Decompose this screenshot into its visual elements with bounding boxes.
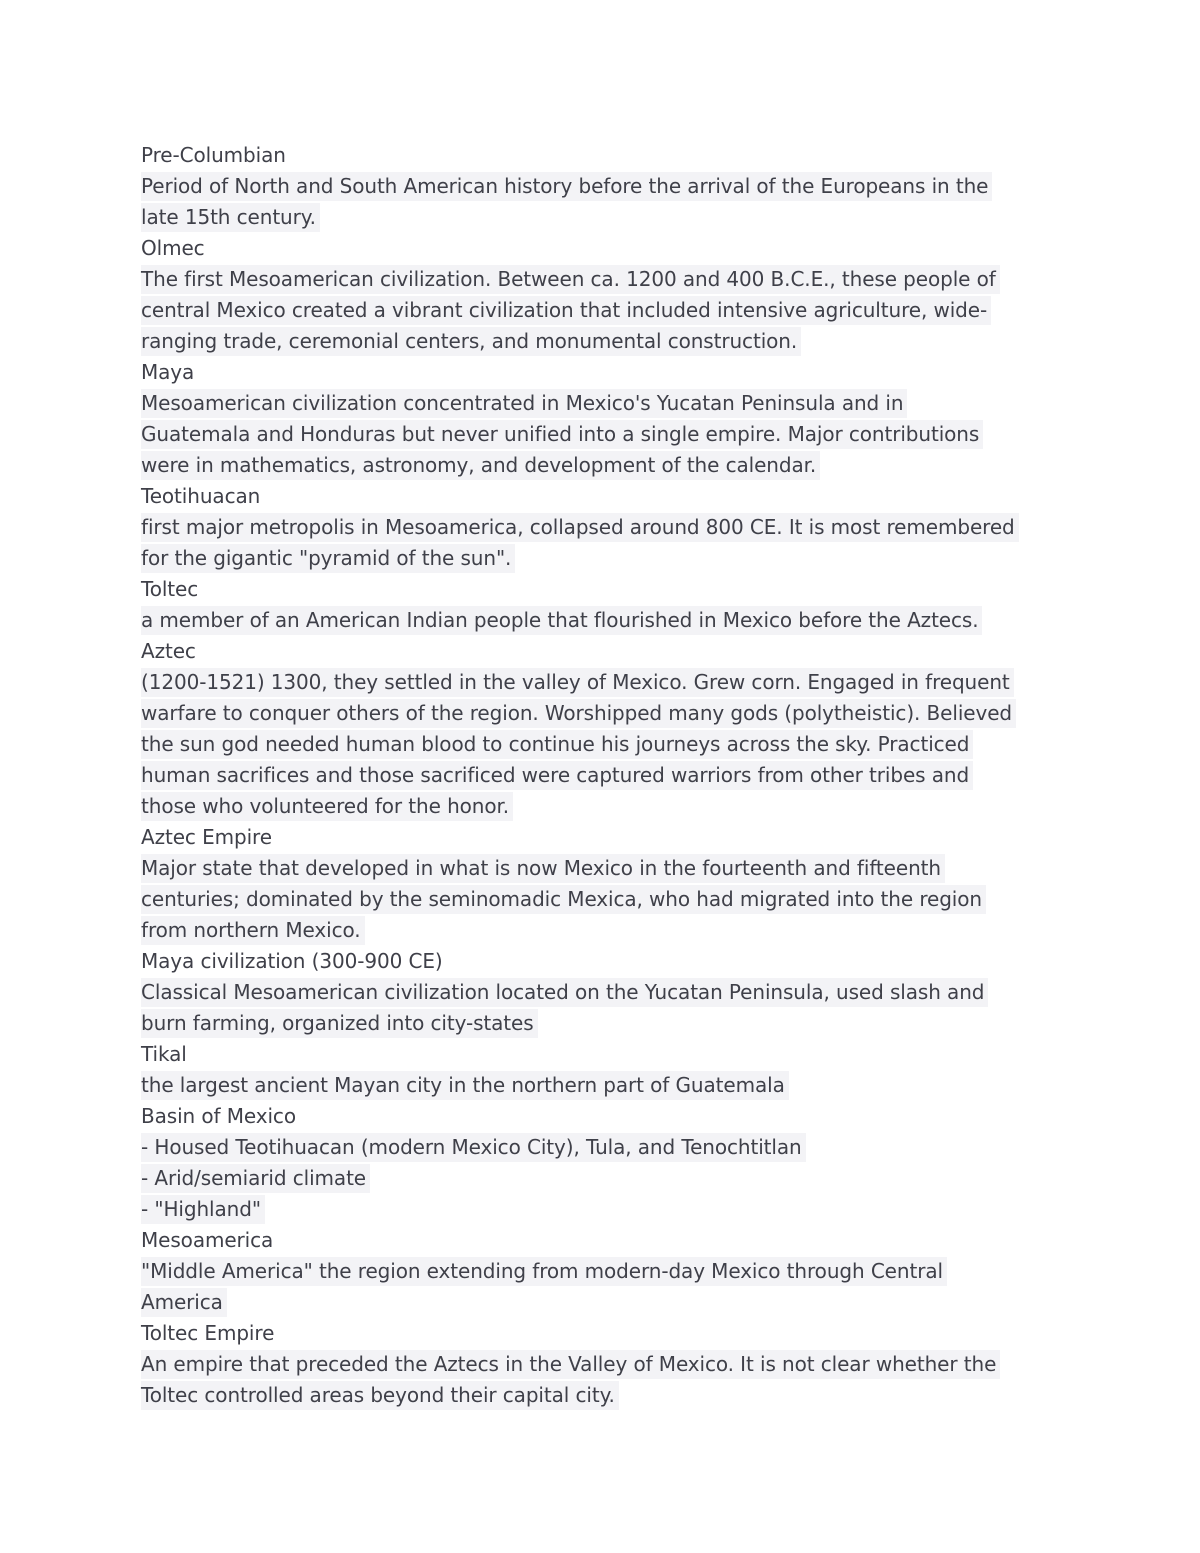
definition-line: ranging trade, ceremonial centers, and monumental construction. <box>141 327 801 356</box>
definition-line-wrap <box>141 698 1071 729</box>
definition-line-wrap <box>141 1287 1071 1318</box>
definition-line-wrap <box>141 1380 1071 1411</box>
definition-line: centuries; dominated by the seminomadic Mexica, who had migrated into the region <box>141 885 986 914</box>
definition-line-wrap <box>141 1008 1071 1039</box>
term-heading: Olmec <box>141 236 205 260</box>
definition-line: Classical Mesoamerican civilization located on the Yucatan Peninsula, used slash and <box>141 978 988 1007</box>
term-heading: Toltec <box>141 577 199 601</box>
definition-line-wrap <box>141 1256 1071 1287</box>
definition-line: - Arid/semiarid climate <box>141 1164 370 1193</box>
definition-line-wrap <box>141 264 1071 295</box>
definition-line: Mesoamerican civilization concentrated in Mexico's Yucatan Peninsula and in <box>141 389 907 418</box>
term-heading: Tikal <box>141 1042 187 1066</box>
definition-line-wrap <box>141 915 1071 946</box>
glossary-entry <box>141 946 1071 1039</box>
term-heading: Pre-Columbian <box>141 143 286 167</box>
definition-line-wrap <box>141 791 1071 822</box>
term-heading: Toltec Empire <box>141 1321 275 1345</box>
definition-line: a member of an American Indian people that flourished in Mexico before the Aztecs. <box>141 606 982 635</box>
definition-line-wrap <box>141 202 1071 233</box>
definition-line: "Middle America" the region extending from modern-day Mexico through Central <box>141 1257 947 1286</box>
glossary-entry <box>141 1318 1071 1411</box>
definition-line-wrap <box>141 419 1071 450</box>
term-heading: Teotihuacan <box>141 484 261 508</box>
glossary-entry <box>141 1101 1071 1225</box>
definition-line: Major state that developed in what is now Mexico in the fourteenth and fifteenth <box>141 854 945 883</box>
definition-line-wrap <box>141 512 1071 543</box>
term-heading: Basin of Mexico <box>141 1104 296 1128</box>
glossary-entry <box>141 357 1071 481</box>
definition-line: were in mathematics, astronomy, and development of the calendar. <box>141 451 820 480</box>
glossary-entry <box>141 822 1071 946</box>
definition-line: late 15th century. <box>141 203 320 232</box>
definition-line: the sun god needed human blood to continue his journeys across the sky. Practiced <box>141 730 973 759</box>
definition-line-wrap <box>141 1194 1071 1225</box>
term-heading: Maya <box>141 360 195 384</box>
definition-line-wrap <box>141 388 1071 419</box>
definition-line-wrap <box>141 977 1071 1008</box>
glossary-entry <box>141 636 1071 822</box>
definition-line: human sacrifices and those sacrificed were captured warriors from other tribes and <box>141 761 973 790</box>
definition-line-wrap <box>141 884 1071 915</box>
term-heading: Aztec Empire <box>141 825 272 849</box>
term-heading: Maya civilization (300-900 CE) <box>141 949 443 973</box>
definition-line: An empire that preceded the Aztecs in the Valley of Mexico. It is not clear whether the <box>141 1350 1000 1379</box>
definition-line: Toltec controlled areas beyond their capital city. <box>141 1381 619 1410</box>
definition-line: the largest ancient Mayan city in the northern part of Guatemala <box>141 1071 789 1100</box>
definition-line: - Housed Teotihuacan (modern Mexico City), Tula, and Tenochtitlan <box>141 1133 806 1162</box>
definition-line-wrap <box>141 1070 1071 1101</box>
definition-line: first major metropolis in Mesoamerica, collapsed around 800 CE. It is most remembered <box>141 513 1019 542</box>
definition-line: - "Highland" <box>141 1195 265 1224</box>
definition-line-wrap <box>141 853 1071 884</box>
definition-line: (1200-1521) 1300, they settled in the valley of Mexico. Grew corn. Engaged in frequent <box>141 668 1014 697</box>
glossary-entry <box>141 481 1071 574</box>
definition-line: from northern Mexico. <box>141 916 365 945</box>
definition-line-wrap <box>141 1163 1071 1194</box>
definition-line-wrap <box>141 171 1071 202</box>
definition-line: Period of North and South American history before the arrival of the Europeans in the <box>141 172 992 201</box>
definition-line-wrap <box>141 667 1071 698</box>
definition-line: The first Mesoamerican civilization. Between ca. 1200 and 400 B.C.E., these people of <box>141 265 1000 294</box>
definition-line: warfare to conquer others of the region. Worshipped many gods (polytheistic). Believed <box>141 699 1016 728</box>
definition-line: central Mexico created a vibrant civilization that included intensive agriculture, wide- <box>141 296 991 325</box>
definition-line: burn farming, organized into city-states <box>141 1009 538 1038</box>
term-heading: Aztec <box>141 639 196 663</box>
definition-line-wrap <box>141 1132 1071 1163</box>
glossary-entry <box>141 1225 1071 1318</box>
definition-line-wrap <box>141 543 1071 574</box>
definition-line-wrap <box>141 605 1071 636</box>
glossary-entry <box>141 574 1071 636</box>
definition-line-wrap <box>141 450 1071 481</box>
definition-line-wrap <box>141 729 1071 760</box>
definition-line: those who volunteered for the honor. <box>141 792 513 821</box>
glossary-entry <box>141 140 1071 233</box>
glossary-entry <box>141 233 1071 357</box>
definition-line: for the gigantic "pyramid of the sun". <box>141 544 515 573</box>
glossary-entry <box>141 1039 1071 1101</box>
definition-line: America <box>141 1288 227 1317</box>
term-heading: Mesoamerica <box>141 1228 274 1252</box>
definition-line: Guatemala and Honduras but never unified into a single empire. Major contributions <box>141 420 983 449</box>
definition-line-wrap <box>141 326 1071 357</box>
definition-line-wrap <box>141 1349 1071 1380</box>
definition-line-wrap <box>141 760 1071 791</box>
definition-line-wrap <box>141 295 1071 326</box>
document-body <box>141 140 1071 1411</box>
